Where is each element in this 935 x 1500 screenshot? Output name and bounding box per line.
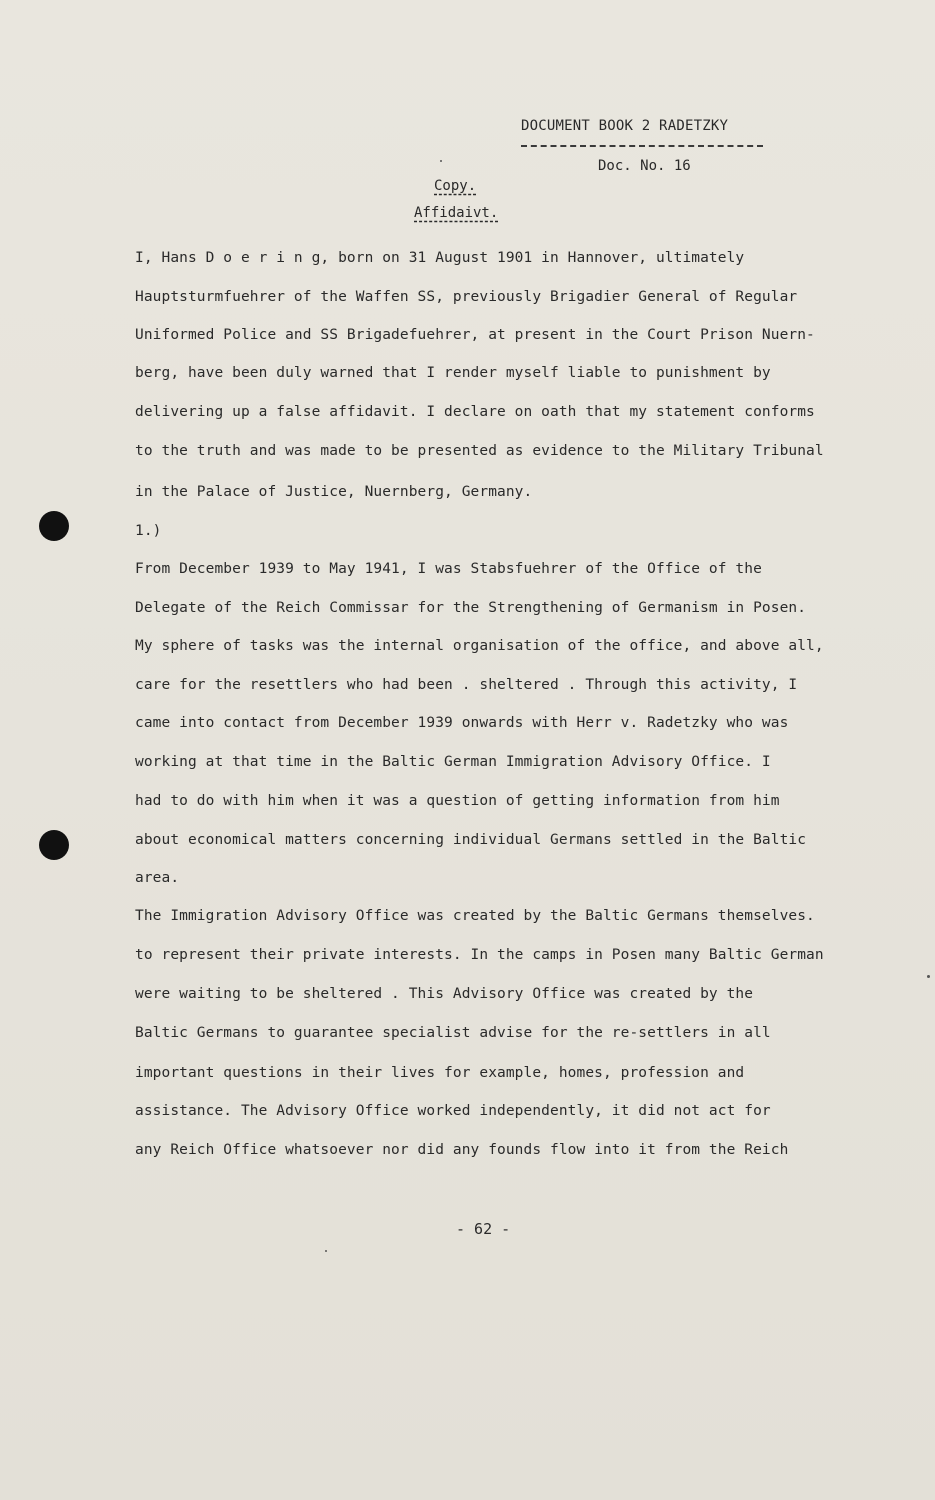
body-line: delivering up a false affidavit. I declare on oath that my statement conforms xyxy=(135,404,815,420)
paper-speck xyxy=(927,975,930,978)
body-line: care for the resettlers who had been . sheltered . Through this activity, I xyxy=(135,677,798,693)
body-line: The Immigration Advisory Office was created by the Baltic Germans themselves. xyxy=(135,908,815,924)
punch-hole-upper xyxy=(39,511,69,541)
paper-speck xyxy=(440,160,442,162)
body-line: I, Hans D o e r i n g, born on 31 August 1901 in Hannover, ultimately xyxy=(135,250,745,266)
body-line: Baltic Germans to guarantee specialist advise for the re-settlers in all xyxy=(135,1025,771,1041)
paper-speck xyxy=(325,1250,327,1252)
affidavit-title: Affidaivt. xyxy=(414,205,499,221)
body-line: any Reich Office whatsoever nor did any founds flow into it from the Reich xyxy=(135,1142,789,1158)
body-line: had to do with him when it was a question of getting information from him xyxy=(135,793,780,809)
page-number: - 62 - xyxy=(456,1220,511,1238)
body-line: My sphere of tasks was the internal organisation of the office, and above all, xyxy=(135,638,824,654)
body-line: to represent their private interests. In the camps in Posen many Baltic German xyxy=(135,947,824,963)
body-line: working at that time in the Baltic German Immigration Advisory Office. I xyxy=(135,754,771,770)
body-line: came into contact from December 1939 onwards with Herr v. Radetzky who was xyxy=(135,715,789,731)
body-line: assistance. The Advisory Office worked independently, it did not act for xyxy=(135,1103,771,1119)
body-line: in the Palace of Justice, Nuernberg, Germany. xyxy=(135,484,533,500)
body-line: From December 1939 to May 1941, I was Stabsfuehrer of the Office of the xyxy=(135,561,762,577)
body-line: Hauptsturmfuehrer of the Waffen SS, previously Brigadier General of Regular xyxy=(135,289,798,305)
punch-hole-lower xyxy=(39,830,69,860)
heading-underline xyxy=(521,145,763,147)
body-line: to the truth and was made to be presented as evidence to the Military Tribunal xyxy=(135,443,824,459)
body-line: Delegate of the Reich Commissar for the Strengthening of Germanism in Posen. xyxy=(135,600,807,616)
body-line: berg, have been duly warned that I render myself liable to punishment by xyxy=(135,365,771,381)
section-number: 1.) xyxy=(135,523,162,539)
copy-title: Copy. xyxy=(434,178,477,194)
body-line: Uniformed Police and SS Brigadefuehrer, at present in the Court Prison Nuern- xyxy=(135,327,815,343)
body-line: about economical matters concerning individual Germans settled in the Baltic xyxy=(135,832,807,848)
body-line: area. xyxy=(135,870,180,886)
body-line: were waiting to be sheltered . This Advisory Office was created by the xyxy=(135,986,754,1002)
document-number: Doc. No. 16 xyxy=(598,158,691,174)
document-book-heading: DOCUMENT BOOK 2 RADETZKY xyxy=(521,118,729,134)
body-line: important questions in their lives for example, homes, profession and xyxy=(135,1065,745,1081)
